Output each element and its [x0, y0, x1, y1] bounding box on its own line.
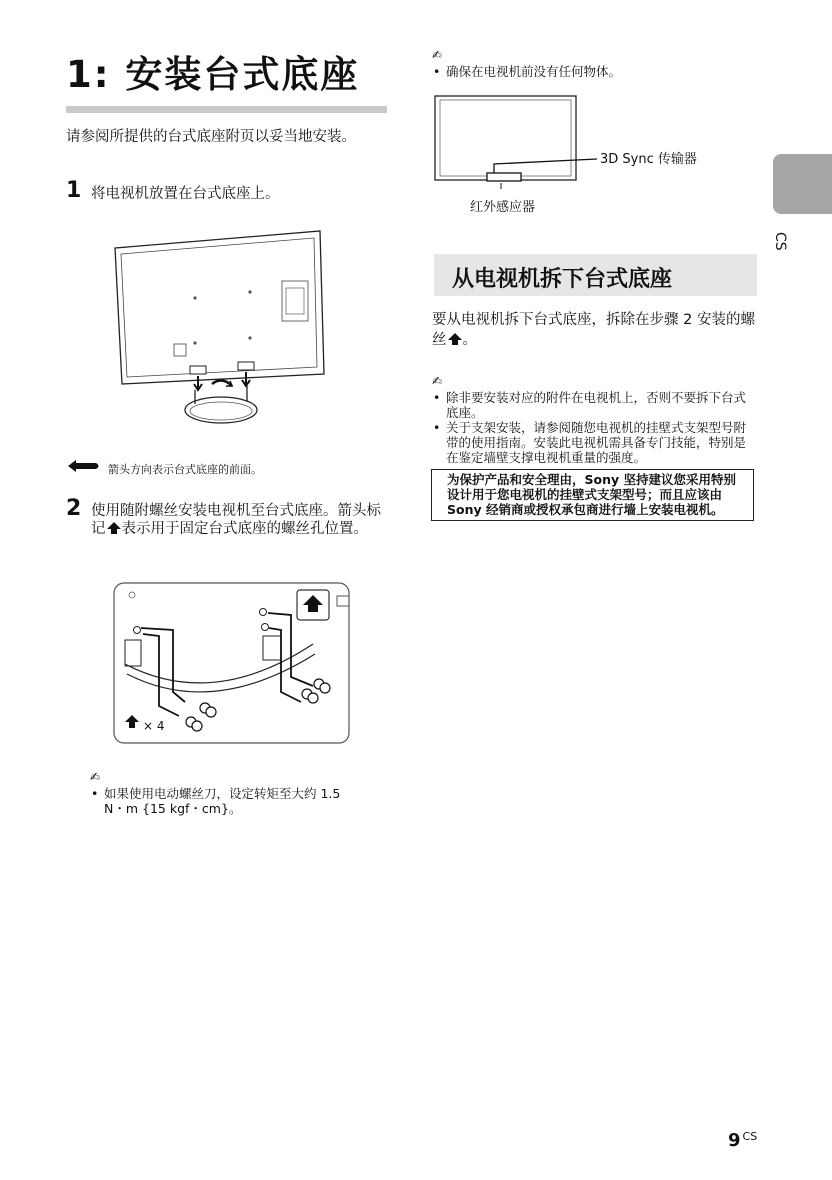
step-2-text-part2: 表示用于固定台式底座的螺丝孔位置。 [121, 521, 368, 537]
language-tab [773, 154, 832, 214]
note-2-list [432, 64, 754, 79]
note-3-list [432, 390, 754, 465]
safety-warning-box: 为保护产品和安全理由，Sony 坚持建议您采用特别设计用于您电视机的挂壁式支架型号；而且应该由 Sony 经销商或授权承包商进行墙上安装电视机。 [431, 469, 754, 521]
note-1-list [90, 786, 352, 816]
step-2-text-part1: 使用随附螺丝安装电视机至台式底座。箭头标记 [91, 503, 381, 537]
step-2-number: 2 [66, 496, 82, 521]
page-number-suffix: CS [742, 1130, 758, 1143]
section-title: 从电视机拆下台式底座 [452, 267, 673, 292]
page-title: 1: 安装台式底座 [66, 53, 360, 96]
ir-sensor-label: 红外感应器 [470, 200, 536, 215]
remove-intro [432, 310, 758, 350]
intro-paragraph: 请参阅所提供的台式底座附页以妥当地安装。 [66, 129, 356, 145]
front-direction-arrow-icon [66, 459, 102, 473]
note-3-item: • 关于支架安装，请参阅随您电视机的挂壁式支架型号附带的使用指南。安装此电视机需具备专门技能，特别是在鉴定墙壁支撑电视机重量的强度。 [432, 420, 754, 465]
note-icon: ✍ [432, 374, 443, 388]
step-2-text [91, 502, 381, 538]
screw-hole-arrow-icon [107, 522, 121, 534]
tv-front-illustration [434, 93, 734, 189]
title-divider [66, 106, 387, 113]
step-1-number: 1 [66, 178, 82, 203]
step-1-text: 将电视机放置在台式底座上。 [91, 186, 280, 202]
note-3-item: • 除非要安装对应的附件在电视机上，否则不要拆下台式底座。 [432, 390, 754, 420]
front-direction-caption: 箭头方向表示台式底座的前面。 [108, 463, 262, 476]
note-2-item: • 确保在电视机前没有任何物体。 [432, 64, 754, 79]
note-icon: ✍ [90, 770, 101, 784]
page-number-value: 9 [728, 1130, 741, 1151]
remove-intro-end: 。 [462, 332, 477, 348]
page-number [728, 1130, 757, 1151]
remove-intro-text: 要从电视机拆下台式底座，拆除在步骤 2 安装的螺丝 [432, 312, 755, 348]
screw-hole-arrow-icon [448, 333, 462, 345]
tv-on-stand-illustration [110, 226, 330, 436]
screw-installation-illustration [113, 582, 353, 746]
language-tab-label: CS [772, 232, 788, 251]
screw-count-label: × 4 [143, 719, 165, 733]
note-icon: ✍ [432, 48, 443, 62]
3d-sync-transmitter-label: 3D Sync 传输器 [600, 152, 697, 167]
note-1-item: • 如果使用电动螺丝刀，设定转矩至大约 1.5 N・m {15 kgf・cm}。 [90, 786, 352, 816]
